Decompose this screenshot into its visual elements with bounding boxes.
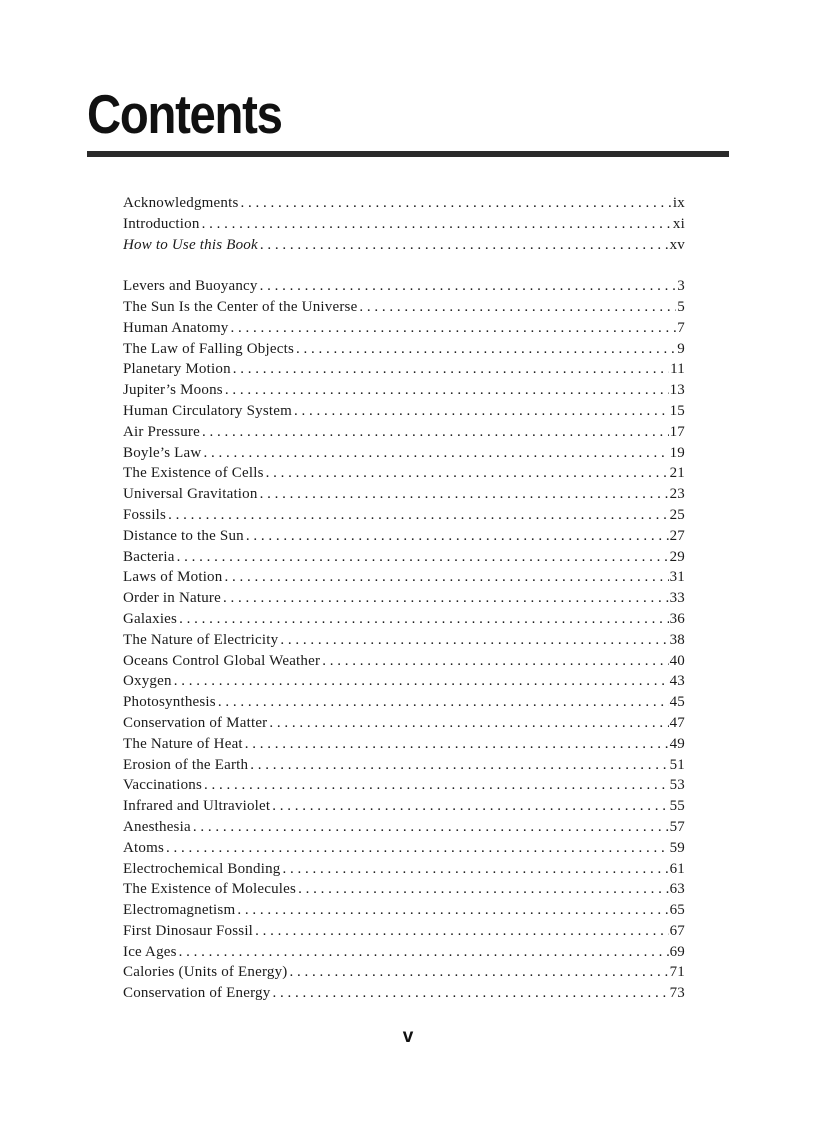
- toc-entry-chapter[interactable]: [123, 588, 685, 609]
- dot-leader: [179, 609, 669, 630]
- toc-entry-title: Levers and Buoyancy: [123, 278, 258, 295]
- toc-entry-title: Oxygen: [123, 673, 172, 690]
- toc-entry-chapter[interactable]: [123, 359, 685, 380]
- toc-entry-title: Laws of Motion: [123, 569, 223, 586]
- toc-entry-page: 38: [669, 631, 685, 648]
- toc-entry-title: Fossils: [123, 506, 167, 523]
- toc-entry-chapter[interactable]: [123, 983, 685, 1004]
- chapter-list: [123, 276, 685, 1004]
- dot-leader: [359, 297, 676, 318]
- dot-leader: [204, 775, 669, 796]
- toc-entry-title: The Sun Is the Center of the Universe: [123, 298, 358, 315]
- dot-leader: [280, 630, 668, 651]
- dot-leader: [224, 567, 668, 588]
- dot-leader: [240, 193, 671, 214]
- toc-entry-title: The Nature of Electricity: [123, 631, 279, 648]
- toc-entry-title: Distance to the Sun: [123, 527, 244, 544]
- toc-entry-page: 9: [677, 340, 685, 357]
- toc-entry-title: Atoms: [123, 839, 165, 856]
- toc-entry-page: 67: [669, 922, 685, 939]
- dot-leader: [193, 817, 669, 838]
- toc-entry-title: Human Circulatory System: [123, 402, 292, 419]
- toc-entry-chapter[interactable]: [123, 318, 685, 339]
- toc-entry-title: Vaccinations: [123, 777, 203, 794]
- toc-entry-chapter[interactable]: [123, 962, 685, 983]
- toc-entry-chapter[interactable]: [123, 859, 685, 880]
- toc-entry-page: 71: [669, 964, 685, 981]
- dot-leader: [166, 838, 669, 859]
- toc-entry-title: Universal Gravitation: [123, 486, 258, 503]
- toc-entry-page: 47: [669, 714, 685, 731]
- toc-entry-page: 63: [669, 881, 685, 898]
- dot-leader: [225, 380, 669, 401]
- toc-entry-page: 7: [677, 319, 685, 336]
- toc-entry-page: 15: [669, 402, 685, 419]
- dot-leader: [269, 713, 668, 734]
- title-rule: [87, 151, 729, 157]
- toc-entry-title: Boyle’s Law: [123, 444, 202, 461]
- toc-entry-chapter[interactable]: [123, 900, 685, 921]
- toc-entry-front-matter[interactable]: [123, 193, 685, 214]
- toc-entry-chapter[interactable]: [123, 276, 685, 297]
- toc-entry-title: Conservation of Energy: [123, 985, 271, 1002]
- toc-entry-chapter[interactable]: [123, 879, 685, 900]
- toc-entry-page: xi: [672, 215, 685, 232]
- dot-leader: [260, 276, 677, 297]
- toc-entry-page: 40: [669, 652, 685, 669]
- dot-leader: [202, 422, 669, 443]
- toc-entry-title: Planetary Motion: [123, 361, 231, 378]
- dot-leader: [177, 547, 669, 568]
- toc-entry-page: 51: [669, 756, 685, 773]
- dot-leader: [260, 484, 669, 505]
- dot-leader: [179, 942, 669, 963]
- dot-leader: [233, 359, 669, 380]
- toc-entry-title: Acknowledgments: [123, 195, 239, 211]
- toc-entry-chapter[interactable]: [123, 609, 685, 630]
- toc-entry-chapter[interactable]: [123, 775, 685, 796]
- dot-leader: [237, 900, 668, 921]
- toc-entry-page: 33: [669, 590, 685, 607]
- toc-entry-title: Erosion of the Earth: [123, 756, 249, 773]
- toc-entry-page: 25: [669, 506, 685, 523]
- dot-leader: [250, 755, 668, 776]
- toc-entry-page: 23: [669, 486, 685, 503]
- dot-leader: [245, 734, 669, 755]
- toc-entry-title: Galaxies: [123, 610, 178, 627]
- toc-entry-page: 49: [669, 735, 685, 752]
- dot-leader: [260, 235, 669, 256]
- toc-entry-chapter[interactable]: [123, 796, 685, 817]
- toc-entry-chapter[interactable]: [123, 630, 685, 651]
- toc-entry-page: 19: [669, 444, 685, 461]
- dot-leader: [231, 318, 677, 339]
- dot-leader: [272, 796, 668, 817]
- dot-leader: [246, 526, 669, 547]
- toc-entry-page: xv: [669, 236, 685, 253]
- toc-entry-chapter[interactable]: [123, 505, 685, 526]
- dot-leader: [168, 505, 669, 526]
- toc-entry-page: 73: [669, 985, 685, 1002]
- toc-entry-chapter[interactable]: [123, 651, 685, 672]
- toc-entry-front-matter[interactable]: [123, 214, 685, 235]
- toc-entry-chapter[interactable]: [123, 484, 685, 505]
- toc-entry-title: Electromagnetism: [123, 902, 236, 919]
- dot-leader: [322, 651, 668, 672]
- table-of-contents: [123, 193, 685, 1004]
- toc-entry-page: 11: [670, 361, 685, 378]
- toc-entry-title: Electrochemical Bonding: [123, 860, 281, 877]
- page-number: v: [402, 1026, 414, 1047]
- toc-entry-chapter[interactable]: [123, 817, 685, 838]
- toc-entry-chapter[interactable]: [123, 401, 685, 422]
- toc-entry-page: 69: [669, 943, 685, 960]
- toc-entry-title: The Nature of Heat: [123, 735, 243, 752]
- toc-entry-page: 55: [669, 798, 685, 815]
- toc-entry-chapter[interactable]: [123, 380, 685, 401]
- dot-leader: [296, 339, 676, 360]
- toc-entry-chapter[interactable]: [123, 692, 685, 713]
- toc-entry-chapter[interactable]: [123, 734, 685, 755]
- toc-entry-chapter[interactable]: [123, 921, 685, 942]
- toc-entry-title: Air Pressure: [123, 423, 200, 440]
- toc-entry-front-matter[interactable]: [123, 235, 685, 256]
- toc-entry-title: Order in Nature: [123, 590, 221, 607]
- toc-entry-page: 27: [669, 527, 685, 544]
- toc-entry-page: 65: [669, 902, 685, 919]
- toc-entry-title: Infrared and Ultraviolet: [123, 798, 271, 815]
- toc-entry-page: 45: [669, 694, 685, 711]
- toc-entry-title: Jupiter’s Moons: [123, 382, 223, 399]
- dot-leader: [218, 692, 669, 713]
- toc-entry-page: 59: [669, 839, 685, 856]
- toc-entry-page: 3: [677, 278, 685, 295]
- toc-entry-title: How to Use this Book: [123, 236, 258, 253]
- toc-entry-page: 36: [669, 610, 685, 627]
- toc-entry-chapter[interactable]: [123, 547, 685, 568]
- dot-leader: [202, 214, 672, 235]
- toc-entry-chapter[interactable]: [123, 567, 685, 588]
- dot-leader: [294, 401, 669, 422]
- toc-entry-title: Photosynthesis: [123, 694, 216, 711]
- toc-entry-page: 17: [669, 423, 685, 440]
- dot-leader: [289, 962, 668, 983]
- toc-entry-chapter[interactable]: [123, 422, 685, 443]
- toc-entry-page: 53: [669, 777, 685, 794]
- dot-leader: [223, 588, 669, 609]
- dot-leader: [266, 463, 669, 484]
- toc-entry-page: 31: [669, 569, 685, 586]
- toc-entry-title: The Existence of Molecules: [123, 881, 297, 898]
- toc-entry-page: 21: [669, 465, 685, 482]
- toc-entry-page: 43: [669, 673, 685, 690]
- toc-entry-page: 29: [669, 548, 685, 565]
- toc-entry-chapter[interactable]: [123, 443, 685, 464]
- dot-leader: [272, 983, 668, 1004]
- toc-entry-chapter[interactable]: [123, 942, 685, 963]
- toc-entry-title: Oceans Control Global Weather: [123, 652, 321, 669]
- toc-entry-page: 13: [669, 382, 685, 399]
- toc-entry-title: First Dinosaur Fossil: [123, 922, 254, 939]
- toc-entry-page: 57: [669, 818, 685, 835]
- toc-entry-chapter[interactable]: [123, 755, 685, 776]
- toc-entry-title: Ice Ages: [123, 943, 177, 960]
- toc-entry-title: The Law of Falling Objects: [123, 340, 294, 357]
- dot-leader: [203, 443, 668, 464]
- dot-leader: [174, 671, 669, 692]
- toc-entry-title: Calories (Units of Energy): [123, 964, 288, 981]
- toc-entry-title: The Existence of Cells: [123, 465, 264, 482]
- toc-entry-chapter[interactable]: [123, 463, 685, 484]
- toc-entry-title: Conservation of Matter: [123, 714, 268, 731]
- dot-leader: [255, 921, 669, 942]
- dot-leader: [298, 879, 669, 900]
- toc-entry-title: Introduction: [123, 215, 200, 232]
- toc-entry-page: 5: [677, 298, 685, 315]
- toc-entry-chapter[interactable]: [123, 671, 685, 692]
- toc-entry-title: Bacteria: [123, 548, 175, 565]
- toc-entry-chapter[interactable]: [123, 339, 685, 360]
- toc-entry-title: Anesthesia: [123, 818, 191, 835]
- toc-entry-chapter[interactable]: [123, 838, 685, 859]
- toc-entry-page: ix: [672, 195, 685, 211]
- page-title: Contents: [87, 83, 282, 145]
- toc-entry-chapter[interactable]: [123, 297, 685, 318]
- toc-entry-chapter[interactable]: [123, 713, 685, 734]
- toc-entry-page: 61: [669, 860, 685, 877]
- toc-entry-title: Human Anatomy: [123, 319, 229, 336]
- front-matter-list: [123, 193, 685, 255]
- dot-leader: [282, 859, 668, 880]
- toc-entry-chapter[interactable]: [123, 526, 685, 547]
